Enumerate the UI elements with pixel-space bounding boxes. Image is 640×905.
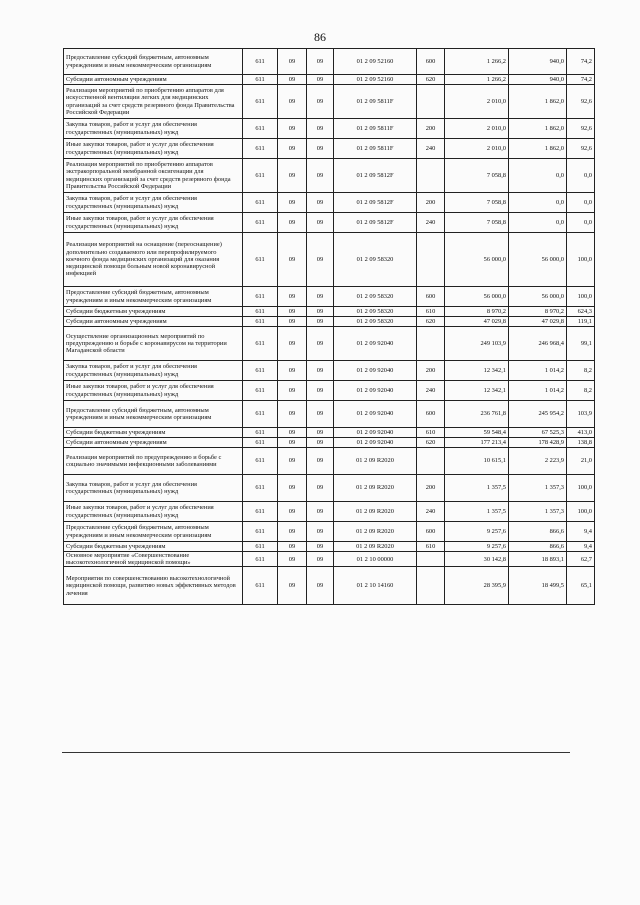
row-name-cell: Субсидии бюджетным учреждениям <box>64 307 243 317</box>
table-row <box>64 75 595 85</box>
row-target-code-cell: 01 2 09 R2020 <box>334 522 417 542</box>
row-plan-cell: 1 357,5 <box>445 475 509 502</box>
table-row <box>64 327 595 361</box>
row-percent-cell: 0,0 <box>567 193 595 213</box>
table-row <box>64 193 595 213</box>
row-target-code-cell: 01 2 09 5812F <box>334 213 417 233</box>
row-percent-cell: 74,2 <box>567 49 595 75</box>
row-expense-type-cell: 600 <box>417 522 445 542</box>
row-plan-cell: 2 010,0 <box>445 85 509 119</box>
row-plan-cell: 1 266,2 <box>445 75 509 85</box>
row-fact-cell: 8 970,2 <box>509 307 567 317</box>
row-percent-cell: 0,0 <box>567 213 595 233</box>
row-percent-cell: 103,9 <box>567 401 595 428</box>
row-target-code-cell: 01 2 10 14160 <box>334 567 417 605</box>
row-name-cell: Предоставление субсидий бюджетным, автономным учреждениям и иным некоммерческим организациям <box>64 401 243 428</box>
row-target-code-cell: 01 2 09 R2020 <box>334 542 417 552</box>
row-grbs-cell: 611 <box>243 307 278 317</box>
row-grbs-cell: 611 <box>243 552 278 567</box>
row-target-code-cell: 01 2 09 58320 <box>334 317 417 327</box>
row-name-cell: Иные закупки товаров, работ и услуг для обеспечения государственных (муниципальных) нужд <box>64 213 243 233</box>
row-expense-type-cell <box>417 448 445 475</box>
table-row <box>64 139 595 159</box>
row-target-code-cell: 01 2 09 92040 <box>334 327 417 361</box>
table-row <box>64 475 595 502</box>
row-expense-type-cell: 600 <box>417 401 445 428</box>
row-fact-cell: 67 525,3 <box>509 428 567 438</box>
row-target-code-cell: 01 2 09 92040 <box>334 381 417 401</box>
row-fact-cell: 47 029,8 <box>509 317 567 327</box>
row-section-cell: 09 <box>278 327 307 361</box>
row-target-code-cell: 01 2 09 5811F <box>334 85 417 119</box>
row-name-cell: Закупка товаров, работ и услуг для обеспечения государственных (муниципальных) нужд <box>64 361 243 381</box>
row-subsection-cell: 09 <box>307 567 334 605</box>
row-section-cell: 09 <box>278 542 307 552</box>
row-fact-cell: 56 000,0 <box>509 287 567 307</box>
row-target-code-cell: 01 2 09 58320 <box>334 233 417 287</box>
row-target-code-cell: 01 2 09 R2020 <box>334 502 417 522</box>
row-expense-type-cell: 200 <box>417 193 445 213</box>
table-row <box>64 428 595 438</box>
row-grbs-cell: 611 <box>243 522 278 542</box>
row-section-cell: 09 <box>278 567 307 605</box>
row-plan-cell: 7 058,8 <box>445 193 509 213</box>
table-row <box>64 401 595 428</box>
row-percent-cell: 100,0 <box>567 502 595 522</box>
row-target-code-cell: 01 2 09 5812F <box>334 159 417 193</box>
row-fact-cell: 0,0 <box>509 213 567 233</box>
row-fact-cell: 2 223,9 <box>509 448 567 475</box>
row-percent-cell: 100,0 <box>567 475 595 502</box>
row-name-cell: Реализация мероприятий на оснащение (переоснащение) дополнительно создаваемого или перепрофилируемого коечного фонда медицинских организаций для оказания медицинской помощи больным новой коронавирусной инфекцией <box>64 233 243 287</box>
row-target-code-cell: 01 2 09 5811F <box>334 119 417 139</box>
table-row <box>64 542 595 552</box>
row-section-cell: 09 <box>278 317 307 327</box>
row-percent-cell: 92,6 <box>567 85 595 119</box>
row-grbs-cell: 611 <box>243 85 278 119</box>
row-subsection-cell: 09 <box>307 139 334 159</box>
row-percent-cell: 100,0 <box>567 287 595 307</box>
row-name-cell: Основное мероприятие «Совершенствование высокотехнологичной медицинской помощи» <box>64 552 243 567</box>
row-subsection-cell: 09 <box>307 213 334 233</box>
row-fact-cell: 246 968,4 <box>509 327 567 361</box>
row-subsection-cell: 09 <box>307 317 334 327</box>
row-expense-type-cell <box>417 552 445 567</box>
row-grbs-cell: 611 <box>243 193 278 213</box>
table-row <box>64 448 595 475</box>
row-percent-cell: 99,1 <box>567 327 595 361</box>
row-subsection-cell: 09 <box>307 542 334 552</box>
row-grbs-cell: 611 <box>243 428 278 438</box>
row-name-cell: Закупка товаров, работ и услуг для обеспечения государственных (муниципальных) нужд <box>64 475 243 502</box>
row-section-cell: 09 <box>278 49 307 75</box>
row-grbs-cell: 611 <box>243 233 278 287</box>
row-grbs-cell: 611 <box>243 448 278 475</box>
row-percent-cell: 9,4 <box>567 542 595 552</box>
table-row <box>64 307 595 317</box>
row-subsection-cell: 09 <box>307 401 334 428</box>
row-section-cell: 09 <box>278 287 307 307</box>
row-expense-type-cell: 620 <box>417 75 445 85</box>
row-plan-cell: 7 058,8 <box>445 213 509 233</box>
row-subsection-cell: 09 <box>307 381 334 401</box>
row-name-cell: Субсидии автономным учреждениям <box>64 438 243 448</box>
row-section-cell: 09 <box>278 522 307 542</box>
row-plan-cell: 8 970,2 <box>445 307 509 317</box>
row-name-cell: Субсидии бюджетным учреждениям <box>64 428 243 438</box>
row-plan-cell: 249 103,9 <box>445 327 509 361</box>
row-expense-type-cell <box>417 327 445 361</box>
row-percent-cell: 624,3 <box>567 307 595 317</box>
row-fact-cell: 0,0 <box>509 193 567 213</box>
row-fact-cell: 1 862,0 <box>509 139 567 159</box>
table-row <box>64 502 595 522</box>
row-plan-cell: 12 342,1 <box>445 381 509 401</box>
row-grbs-cell: 611 <box>243 438 278 448</box>
row-expense-type-cell: 240 <box>417 381 445 401</box>
row-expense-type-cell: 200 <box>417 475 445 502</box>
row-expense-type-cell <box>417 233 445 287</box>
row-name-cell: Реализация мероприятий по приобретению аппаратов экстракорпоральной мембранной оксигенации для медицинских организаций за счет средств резервного фонда Правительства Российской Федерации <box>64 159 243 193</box>
row-target-code-cell: 01 2 09 R2020 <box>334 448 417 475</box>
row-subsection-cell: 09 <box>307 287 334 307</box>
row-expense-type-cell: 240 <box>417 502 445 522</box>
row-fact-cell: 245 954,2 <box>509 401 567 428</box>
row-section-cell: 09 <box>278 85 307 119</box>
row-subsection-cell: 09 <box>307 49 334 75</box>
row-percent-cell: 21,0 <box>567 448 595 475</box>
row-fact-cell: 1 357,3 <box>509 502 567 522</box>
row-expense-type-cell: 610 <box>417 542 445 552</box>
row-section-cell: 09 <box>278 139 307 159</box>
row-section-cell: 09 <box>278 475 307 502</box>
row-target-code-cell: 01 2 09 52160 <box>334 75 417 85</box>
table-body <box>64 49 595 605</box>
row-subsection-cell: 09 <box>307 361 334 381</box>
row-percent-cell: 92,6 <box>567 119 595 139</box>
table-row <box>64 233 595 287</box>
row-fact-cell: 940,0 <box>509 49 567 75</box>
row-target-code-cell: 01 2 09 92040 <box>334 438 417 448</box>
table-row <box>64 381 595 401</box>
row-expense-type-cell: 600 <box>417 287 445 307</box>
row-section-cell: 09 <box>278 381 307 401</box>
row-subsection-cell: 09 <box>307 193 334 213</box>
row-subsection-cell: 09 <box>307 428 334 438</box>
row-subsection-cell: 09 <box>307 159 334 193</box>
row-percent-cell: 65,1 <box>567 567 595 605</box>
row-target-code-cell: 01 2 09 5811F <box>334 139 417 159</box>
row-expense-type-cell: 200 <box>417 119 445 139</box>
row-name-cell: Предоставление субсидий бюджетным, автономным учреждениям и иным некоммерческим организациям <box>64 522 243 542</box>
row-expense-type-cell: 200 <box>417 361 445 381</box>
table-row <box>64 85 595 119</box>
row-name-cell: Реализация мероприятий по приобретению аппаратов для искусственной вентиляции легких для медицинских организаций за счет средств резервного фонда Правительства Российской Федерации <box>64 85 243 119</box>
row-expense-type-cell <box>417 567 445 605</box>
table-row <box>64 287 595 307</box>
row-expense-type-cell <box>417 85 445 119</box>
page-number: 86 <box>314 30 326 44</box>
row-percent-cell: 8,2 <box>567 381 595 401</box>
row-subsection-cell: 09 <box>307 119 334 139</box>
row-name-cell: Иные закупки товаров, работ и услуг для обеспечения государственных (муниципальных) нужд <box>64 139 243 159</box>
row-subsection-cell: 09 <box>307 502 334 522</box>
row-section-cell: 09 <box>278 428 307 438</box>
row-percent-cell: 0,0 <box>567 159 595 193</box>
row-grbs-cell: 611 <box>243 213 278 233</box>
row-plan-cell: 56 000,0 <box>445 233 509 287</box>
row-fact-cell: 940,0 <box>509 75 567 85</box>
row-section-cell: 09 <box>278 438 307 448</box>
row-expense-type-cell: 600 <box>417 49 445 75</box>
row-section-cell: 09 <box>278 552 307 567</box>
row-percent-cell: 92,6 <box>567 139 595 159</box>
row-plan-cell: 1 266,2 <box>445 49 509 75</box>
row-plan-cell: 9 257,6 <box>445 522 509 542</box>
row-expense-type-cell: 240 <box>417 139 445 159</box>
row-section-cell: 09 <box>278 75 307 85</box>
row-plan-cell: 9 257,6 <box>445 542 509 552</box>
row-name-cell: Предоставление субсидий бюджетным, автономным учреждениям и иным некоммерческим организациям <box>64 49 243 75</box>
row-name-cell: Иные закупки товаров, работ и услуг для обеспечения государственных (муниципальных) нужд <box>64 381 243 401</box>
row-grbs-cell: 611 <box>243 502 278 522</box>
bottom-rule <box>62 752 570 753</box>
row-name-cell: Закупка товаров, работ и услуг для обеспечения государственных (муниципальных) нужд <box>64 119 243 139</box>
row-target-code-cell: 01 2 09 58320 <box>334 307 417 317</box>
row-subsection-cell: 09 <box>307 307 334 317</box>
row-subsection-cell: 09 <box>307 75 334 85</box>
row-name-cell: Субсидии автономным учреждениям <box>64 317 243 327</box>
row-name-cell: Предоставление субсидий бюджетным, автономным учреждениям и иным некоммерческим организациям <box>64 287 243 307</box>
row-name-cell: Субсидии бюджетным учреждениям <box>64 542 243 552</box>
table-row <box>64 317 595 327</box>
row-section-cell: 09 <box>278 119 307 139</box>
row-target-code-cell: 01 2 09 52160 <box>334 49 417 75</box>
table-row <box>64 567 595 605</box>
row-plan-cell: 2 010,0 <box>445 119 509 139</box>
row-expense-type-cell: 620 <box>417 317 445 327</box>
row-percent-cell: 138,8 <box>567 438 595 448</box>
row-subsection-cell: 09 <box>307 327 334 361</box>
row-plan-cell: 28 395,9 <box>445 567 509 605</box>
row-percent-cell: 413,0 <box>567 428 595 438</box>
row-name-cell: Осуществление организационных мероприятий по предупреждению и борьбе с коронавирусом на территории Магаданской области <box>64 327 243 361</box>
row-grbs-cell: 611 <box>243 317 278 327</box>
row-target-code-cell: 01 2 10 00000 <box>334 552 417 567</box>
row-target-code-cell: 01 2 09 58320 <box>334 287 417 307</box>
row-section-cell: 09 <box>278 502 307 522</box>
table-row <box>64 522 595 542</box>
table-row <box>64 361 595 381</box>
row-expense-type-cell <box>417 159 445 193</box>
row-grbs-cell: 611 <box>243 75 278 85</box>
row-grbs-cell: 611 <box>243 361 278 381</box>
row-grbs-cell: 611 <box>243 567 278 605</box>
row-name-cell: Закупка товаров, работ и услуг для обеспечения государственных (муниципальных) нужд <box>64 193 243 213</box>
row-grbs-cell: 611 <box>243 401 278 428</box>
row-section-cell: 09 <box>278 307 307 317</box>
row-section-cell: 09 <box>278 448 307 475</box>
row-fact-cell: 18 893,1 <box>509 552 567 567</box>
row-grbs-cell: 611 <box>243 119 278 139</box>
table-row <box>64 213 595 233</box>
table-row <box>64 159 595 193</box>
row-subsection-cell: 09 <box>307 475 334 502</box>
row-name-cell: Иные закупки товаров, работ и услуг для обеспечения государственных (муниципальных) нужд <box>64 502 243 522</box>
row-name-cell: Реализация мероприятий по предупреждению и борьбе с социально значимыми инфекционными заболеваниями <box>64 448 243 475</box>
row-plan-cell: 10 615,1 <box>445 448 509 475</box>
row-grbs-cell: 611 <box>243 327 278 361</box>
row-plan-cell: 236 761,8 <box>445 401 509 428</box>
row-percent-cell: 100,0 <box>567 233 595 287</box>
row-target-code-cell: 01 2 09 92040 <box>334 361 417 381</box>
row-grbs-cell: 611 <box>243 49 278 75</box>
row-expense-type-cell: 620 <box>417 438 445 448</box>
row-target-code-cell: 01 2 09 5812F <box>334 193 417 213</box>
row-expense-type-cell: 610 <box>417 428 445 438</box>
row-expense-type-cell: 610 <box>417 307 445 317</box>
table-row <box>64 119 595 139</box>
row-percent-cell: 8,2 <box>567 361 595 381</box>
row-fact-cell: 866,6 <box>509 542 567 552</box>
row-grbs-cell: 611 <box>243 381 278 401</box>
row-fact-cell: 1 357,3 <box>509 475 567 502</box>
row-fact-cell: 56 000,0 <box>509 233 567 287</box>
row-fact-cell: 1 014,2 <box>509 361 567 381</box>
row-plan-cell: 177 213,4 <box>445 438 509 448</box>
row-plan-cell: 7 058,8 <box>445 159 509 193</box>
row-fact-cell: 178 428,9 <box>509 438 567 448</box>
row-expense-type-cell: 240 <box>417 213 445 233</box>
row-section-cell: 09 <box>278 159 307 193</box>
row-percent-cell: 9,4 <box>567 522 595 542</box>
row-grbs-cell: 611 <box>243 287 278 307</box>
row-fact-cell: 866,6 <box>509 522 567 542</box>
row-fact-cell: 0,0 <box>509 159 567 193</box>
row-subsection-cell: 09 <box>307 85 334 119</box>
row-grbs-cell: 611 <box>243 159 278 193</box>
row-target-code-cell: 01 2 09 R2020 <box>334 475 417 502</box>
row-fact-cell: 18 499,5 <box>509 567 567 605</box>
row-fact-cell: 1 862,0 <box>509 85 567 119</box>
row-grbs-cell: 611 <box>243 139 278 159</box>
row-percent-cell: 62,7 <box>567 552 595 567</box>
row-subsection-cell: 09 <box>307 448 334 475</box>
row-section-cell: 09 <box>278 233 307 287</box>
row-subsection-cell: 09 <box>307 233 334 287</box>
row-percent-cell: 74,2 <box>567 75 595 85</box>
row-section-cell: 09 <box>278 213 307 233</box>
row-fact-cell: 1 862,0 <box>509 119 567 139</box>
row-subsection-cell: 09 <box>307 522 334 542</box>
row-target-code-cell: 01 2 09 92040 <box>334 401 417 428</box>
row-name-cell: Мероприятия по совершенствованию высокотехнологичной медицинской помощи, развитию новых эффективных методов лечения <box>64 567 243 605</box>
row-plan-cell: 2 010,0 <box>445 139 509 159</box>
row-subsection-cell: 09 <box>307 552 334 567</box>
row-section-cell: 09 <box>278 193 307 213</box>
row-plan-cell: 47 029,8 <box>445 317 509 327</box>
row-plan-cell: 59 548,4 <box>445 428 509 438</box>
row-section-cell: 09 <box>278 401 307 428</box>
row-grbs-cell: 611 <box>243 475 278 502</box>
row-subsection-cell: 09 <box>307 438 334 448</box>
row-plan-cell: 30 142,8 <box>445 552 509 567</box>
row-plan-cell: 56 000,0 <box>445 287 509 307</box>
row-plan-cell: 12 342,1 <box>445 361 509 381</box>
row-name-cell: Субсидии автономным учреждениям <box>64 75 243 85</box>
row-plan-cell: 1 357,5 <box>445 502 509 522</box>
table-row <box>64 552 595 567</box>
row-grbs-cell: 611 <box>243 542 278 552</box>
budget-table <box>63 48 595 605</box>
row-target-code-cell: 01 2 09 92040 <box>334 428 417 438</box>
table-row <box>64 438 595 448</box>
table-row <box>64 49 595 75</box>
row-percent-cell: 119,1 <box>567 317 595 327</box>
row-fact-cell: 1 014,2 <box>509 381 567 401</box>
row-section-cell: 09 <box>278 361 307 381</box>
